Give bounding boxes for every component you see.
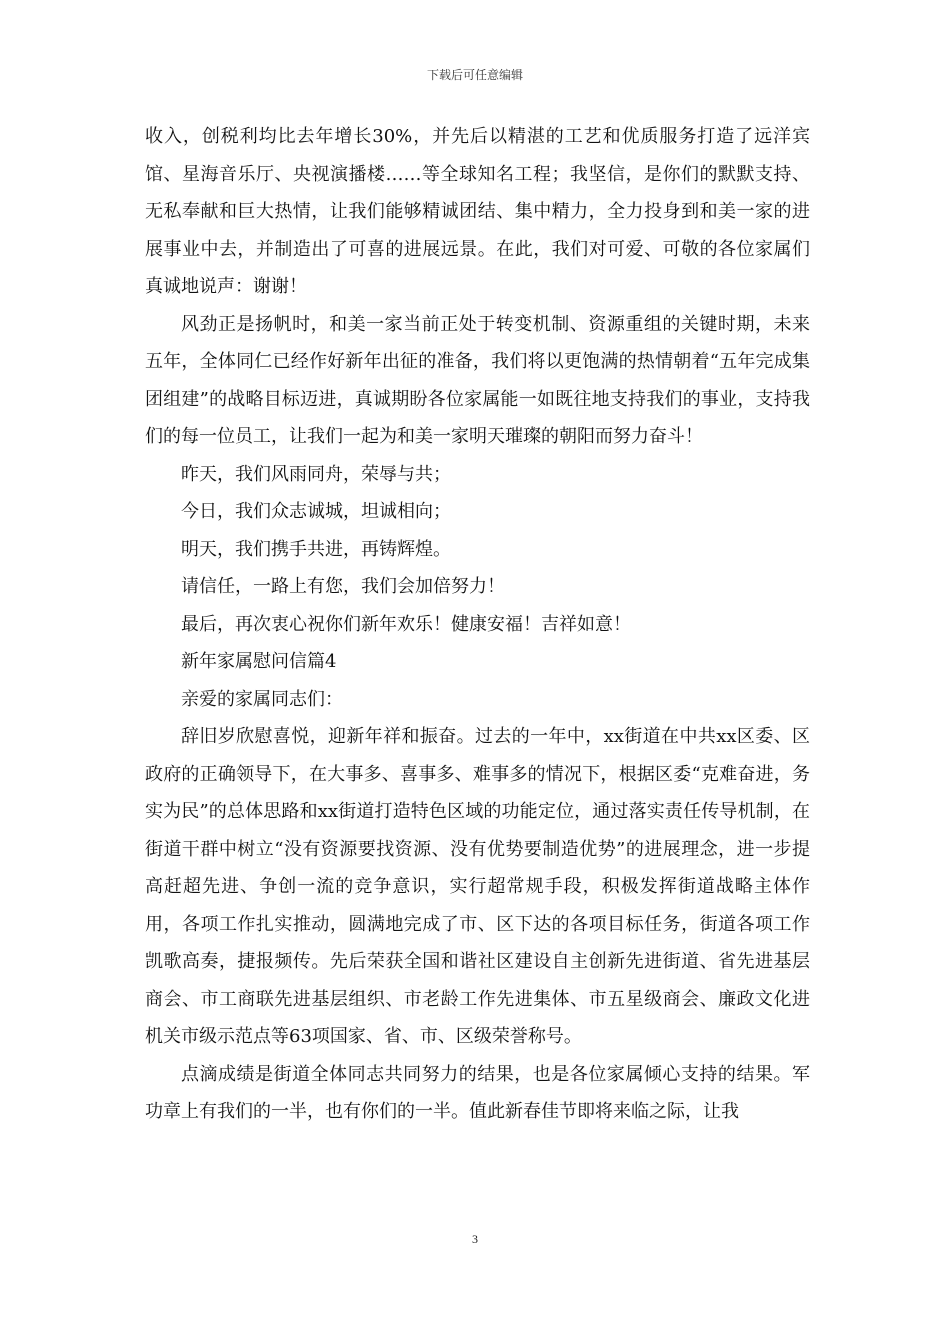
paragraph-8: 辞旧岁欣慰喜悦，迎新年祥和振奋。过去的一年中，xx街道在中共xx区委、区政府的正确领导下，在大事多、喜事多、难事多的情况下，根据区委“克难奋进，务实为民”的总体思路和xx街道打造特色区域的功能定位，通过落实责任传导机制，在街道干群中树立“没有资源要找资源、没有优势要制造优势”的进展理念，进一步提高赶超先进、争创一流的竞争意识，实行超常规手段，积极发挥街道战略主体作用，各项工作扎实推动，圆满地完成了市、区下达的各项目标任务，街道各项工作凯歌高奏，捷报频传。先后荣获全国和谐社区建设自主创新先进街道、省先进基层商会、市工商联先进基层组织、市老龄工作先进集体、市五星级商会、廉政文化进机关市级示范点等63项国家、省、市、区级荣誉称号。: [145, 726, 810, 1047]
paragraph-9: 点滴成绩是街道全体同志共同努力的结果，也是各位家属倾心支持的结果。军功章上有我们的一半，也有你们的一半。值此新春佳节即将来临之际，让我: [145, 1063, 810, 1122]
page-header: 下载后可任意编辑: [426, 68, 523, 82]
section-title: 新年家属慰问信篇4: [181, 651, 337, 672]
paragraph-6: 请信任，一路上有您，我们会加倍努力！: [181, 576, 505, 597]
page-number: 3: [472, 1232, 478, 1246]
paragraph-1: 收入，创税利均比去年增长30%，并先后以精湛的工艺和优质服务打造了远洋宾馆、星海音乐厅、央视演播楼……等全球知名工程；我坚信，是你们的默默支持、无私奉献和巨大热情，让我们能够精诚团结、集中精力，全力投身到和美一家的进展事业中去，并制造出了可喜的进展远景。在此，我们对可爱、可敬的各位家属们真诚地说声：谢谢！: [145, 126, 810, 297]
paragraph-3: 昨天，我们风雨同舟，荣辱与共；: [181, 463, 451, 485]
paragraph-5: 明天，我们携手共进，再铸辉煌。: [181, 538, 451, 560]
salutation: 亲爱的家属同志们：: [181, 688, 343, 710]
paragraph-4: 今日，我们众志诚城，坦诚相向；: [181, 501, 451, 522]
paragraph-2: 风劲正是扬帆时，和美一家当前正处于转变机制、资源重组的关键时期，未来五年，全体同仁已经作好新年出征的准备，我们将以更饱满的热情朝着“五年完成集团组建”的战略目标迈进，真诚期盼各位家属能一如既往地支持我们的事业，支持我们的每一位员工，让我们一起为和美一家明天璀璨的朝阳而努力奋斗！: [145, 313, 810, 447]
paragraph-7: 最后，再次衷心祝你们新年欢乐！健康安福！吉祥如意！: [181, 613, 631, 635]
document-body: [145, 118, 810, 1131]
